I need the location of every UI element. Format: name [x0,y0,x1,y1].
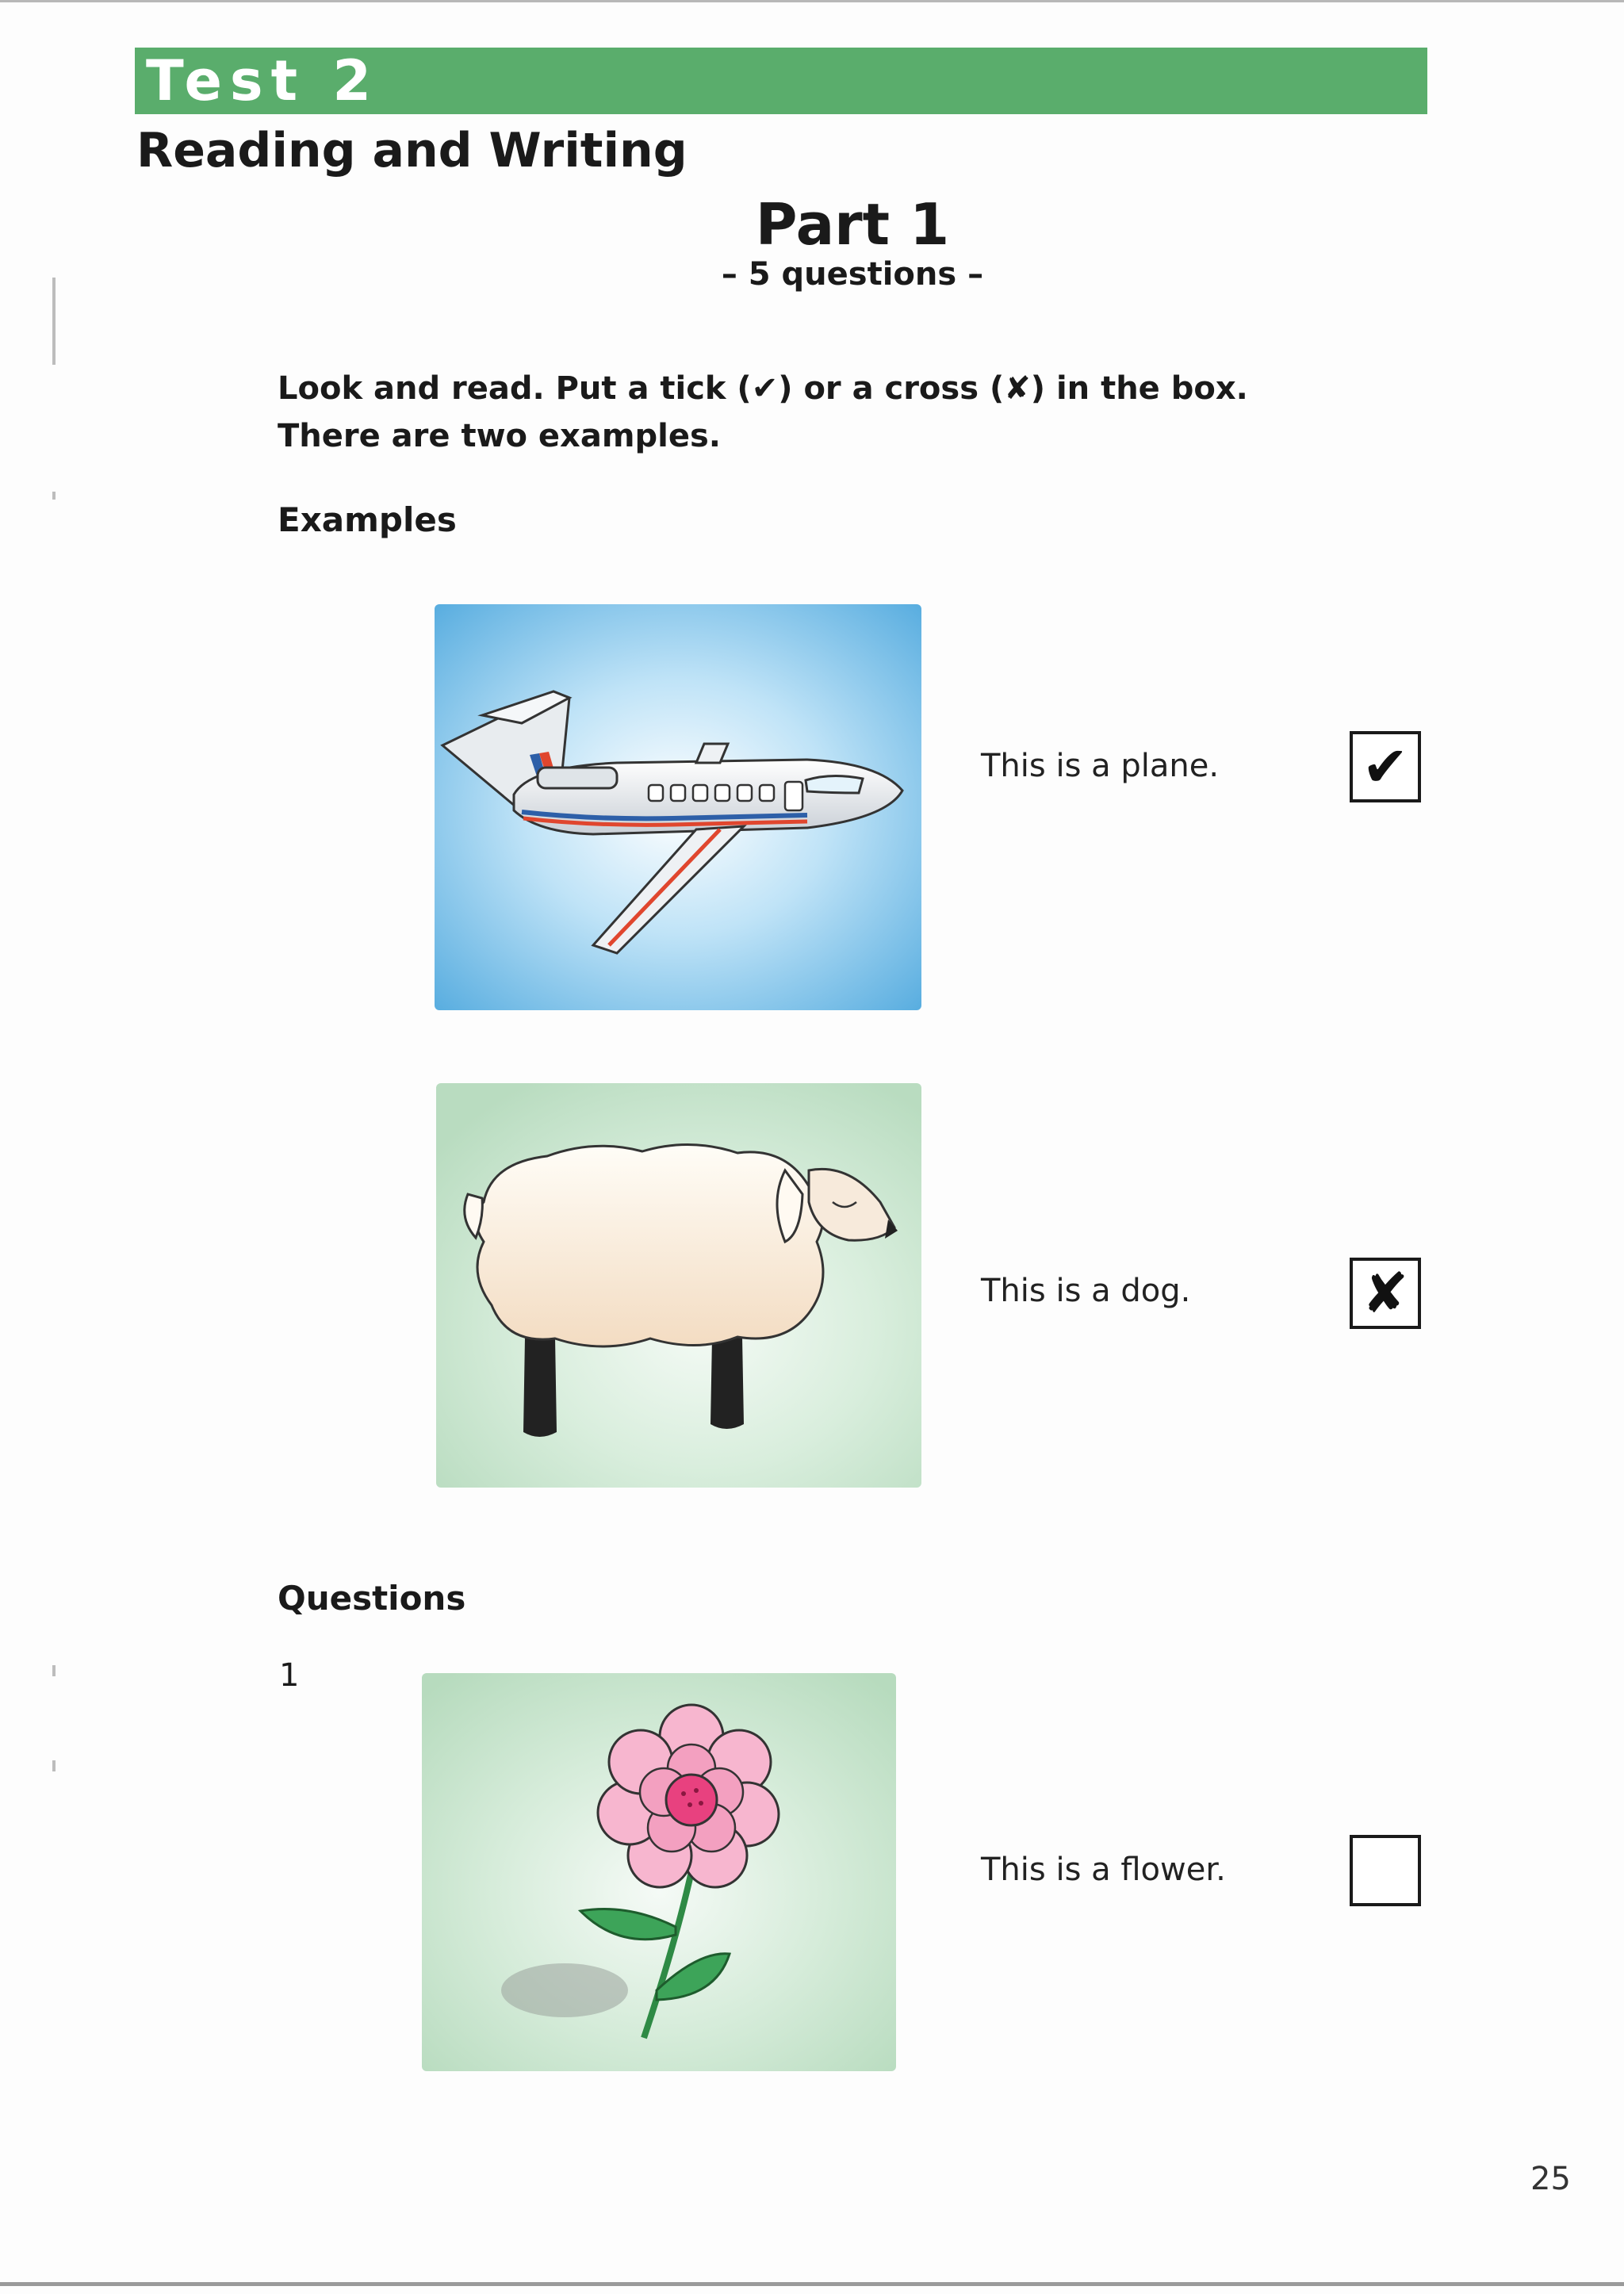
binding-mark [52,1760,56,1771]
questions-heading: Questions [278,1579,466,1618]
question-1-answer-box[interactable] [1350,1835,1421,1906]
question-1-statement: This is a flower. [981,1852,1226,1888]
test-label: Test 2 [141,52,463,109]
part-subtitle: – 5 questions – [721,256,984,293]
part-title: Part 1 [755,191,950,258]
test-header-bar [135,48,1427,114]
flower-picture [422,1673,896,2071]
page-number: 25 [1530,2161,1571,2197]
example-2-statement: This is a dog. [981,1273,1191,1309]
binding-mark [52,492,56,500]
sheep-picture [436,1083,921,1488]
plane-picture [435,604,921,1010]
question-1-number: 1 [279,1657,300,1694]
example-1-answer-box[interactable]: ✔ [1350,731,1421,802]
example-1-statement: This is a plane. [981,748,1220,784]
example-2-answer-box[interactable]: ✘ [1350,1258,1421,1329]
examples-heading: Examples [278,500,457,539]
binding-mark [52,1665,56,1676]
section-title: Reading and Writing [136,123,688,178]
page-edge-top [0,0,1624,2]
instruction-line-1: Look and read. Put a tick (✔) or a cross (✘) in the box. [278,370,1248,407]
instruction-line-2: There are two examples. [278,418,722,454]
page-edge-bottom [0,2282,1624,2286]
